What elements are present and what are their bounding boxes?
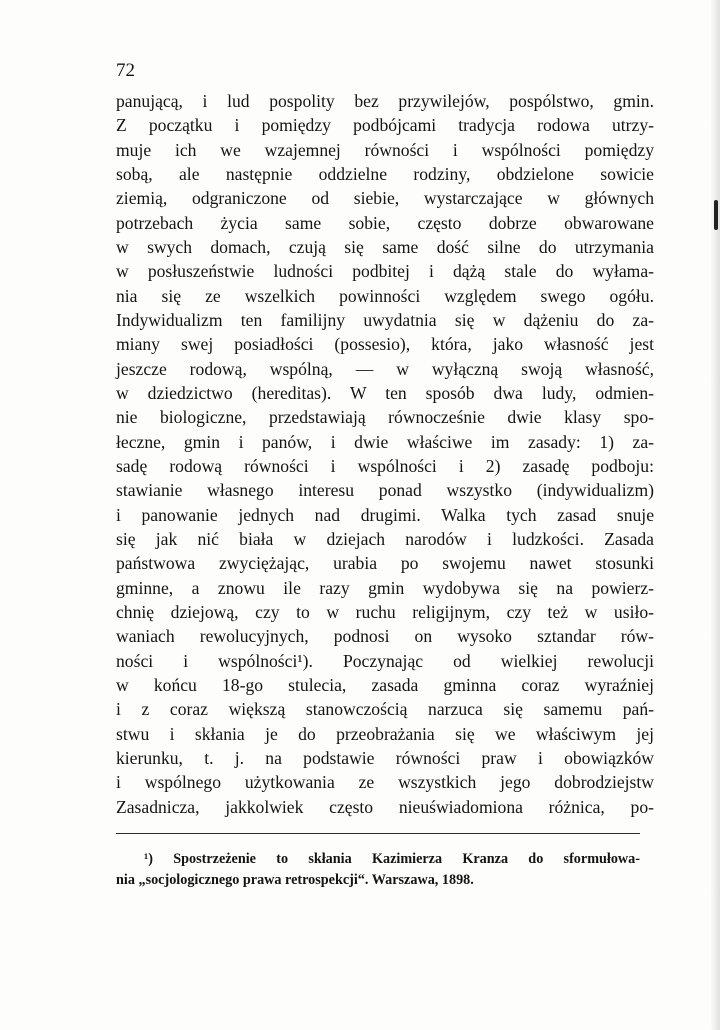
text-line: ności i wspólności¹). Poczynając od wielkiej rewolucji	[116, 650, 654, 671]
text-line: i z coraz większą stanowczością narzuca się samemu pań-	[116, 699, 654, 720]
text-line: jeszcze rodową, wspólną, — w wyłączną swoją własność,	[116, 358, 654, 379]
footnote-line: ¹) Spostrzeżenie to skłania Kazimierza Kranza do sformułowa-	[144, 851, 640, 867]
text-line: waniach rewolucyjnych, podnosi on wysoko sztandar rów-	[116, 626, 654, 647]
text-line: nie biologiczne, przedstawiają równocześnie dwie klasy spo-	[116, 407, 654, 428]
page-edge-mark	[714, 200, 718, 230]
text-line: się jak nić biała w dziejach narodów i ludzkości. Zasada	[116, 528, 654, 549]
footnote	[116, 849, 640, 891]
text-line: Indywidualizm ten familijny uwydatnia się w dążeniu do za-	[116, 309, 654, 330]
text-line: muje ich we wzajemnej równości i wspólności pomiędzy	[116, 139, 654, 160]
text-line: w posłuszeństwie ludności podbitej i dążą stale do wyłama-	[116, 261, 654, 282]
text-line: panującą, i lud pospolity bez przywilejów, pospólstwo, gmin.	[116, 91, 654, 111]
text-line: i panowanie jednych nad drugimi. Walka tych zasad snuje	[116, 504, 654, 525]
footnote-line: nia „socjologicznego prawa retrospekcji“. Warszawa, 1898.	[116, 872, 474, 888]
text-line: kierunku, t. j. na podstawie równości praw i obowiązków	[116, 747, 654, 768]
text-line: miany swej posiadłości (possesio), która, jako własność jest	[116, 334, 654, 355]
text-line: łeczne, gmin i panów, i dwie właściwe im zasady: 1) za-	[116, 431, 654, 452]
text-line: sadę rodową równości i wspólności i 2) zasadę podboju:	[116, 455, 654, 476]
text-line: nia się ze wszelkich powinności względem swego ogółu.	[116, 285, 654, 306]
text-line: Z początku i pomiędzy podbójcami tradycja rodowa utrzy-	[116, 115, 654, 136]
text-line: i wspólnego użytkowania ze wszystkich jego dobrodziejstw	[116, 772, 654, 793]
text-line: w dziedzictwo (hereditas). W ten sposób dwa ludy, odmien-	[116, 382, 654, 403]
page-number: 72	[116, 60, 135, 81]
body-text	[116, 89, 654, 819]
page-edge-shadow	[710, 0, 720, 1030]
text-line: gminne, a znowu ile razy gmin wydobywa się na powierz-	[116, 577, 654, 598]
footnote-divider	[116, 833, 640, 834]
text-line: w końcu 18-go stulecia, zasada gminna coraz wyraźniej	[116, 674, 654, 695]
text-line: stawianie własnego interesu ponad wszystko (indywidualizm)	[116, 480, 654, 501]
text-line: stwu i skłania je do przeobrażania się we właściwym jej	[116, 723, 654, 744]
text-line: chnię dziejową, czy to w ruchu religijnym, czy też w usiło-	[116, 601, 654, 622]
text-line: państwowa zwyciężając, urabia po swojemu nawet stosunki	[116, 553, 654, 574]
text-line: potrzebach życia same sobie, często dobrze obwarowane	[116, 212, 654, 233]
text-line: w swych domach, czują się same dość silne do utrzymania	[116, 236, 654, 257]
text-line: ziemią, odgraniczone od siebie, wystarczające w głównych	[116, 188, 654, 209]
text-line: Zasadnicza, jakkolwiek często nieuświadomiona różnica, po-	[116, 796, 654, 817]
text-line: sobą, ale następnie oddzielne rodziny, obdzielone sowicie	[116, 163, 654, 184]
